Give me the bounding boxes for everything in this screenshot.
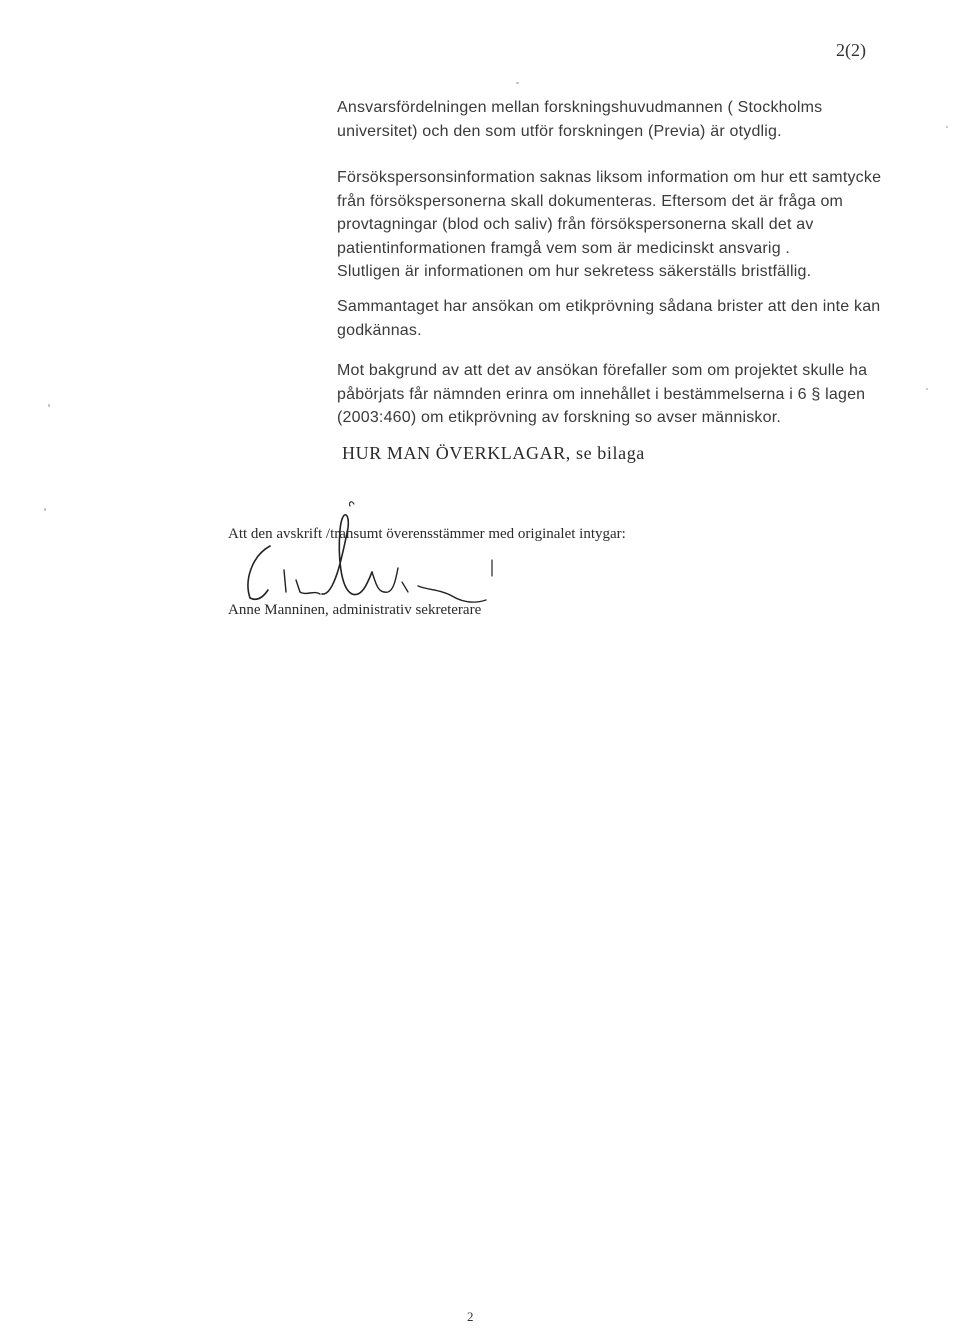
scan-speck	[946, 126, 948, 128]
scan-speck	[926, 388, 928, 390]
scan-speck	[48, 404, 50, 407]
signature-stroke	[418, 586, 486, 602]
signature-stroke	[349, 502, 354, 506]
signer-name: Anne Manninen, administrativ sekreterare	[228, 602, 482, 618]
paragraph-summary: Sammantaget har ansökan om etikprövning sådana brister att den inte kan godkännas.	[337, 298, 881, 339]
paragraph-law-reminder: Mot bakgrund av att det av ansökan förefaller som om projektet skulle ha påbörjats får nämnden erinra om innehållet i bestämmelserna i 6 § lagen (2003:460) om etikprövning av forskning so avser människor.	[337, 362, 868, 426]
signature-stroke	[248, 546, 270, 599]
signature-stroke	[402, 582, 408, 592]
signature-stroke	[284, 570, 286, 592]
handwritten-signature	[230, 498, 530, 608]
page-number: 2	[467, 1309, 474, 1324]
paragraph-participant-information: Försökspersonsinformation saknas liksom information om hur ett samtycke från försökspersonerna skall dokumenteras. Eftersom det är fråga om provtagningar (blod och saliv) från försökspersonerna skall det av patientinformationen framgå vem som är medicinskt ansvarig . Slutligen är informationen om hur sekretess säkerställs bristfällig.	[337, 169, 882, 280]
signature-stroke	[372, 568, 398, 592]
scan-speck	[516, 82, 519, 84]
signature-stroke	[322, 515, 372, 595]
signature-stroke	[296, 580, 320, 594]
certification-line: Att den avskrift /transumt överensstämmer med originalet intygar:	[228, 526, 626, 542]
paragraph-responsibility: Ansvarsfördelningen mellan forskningshuvudmannen ( Stockholms universitet) och den som utför forskningen (Previa) är otydlig.	[337, 99, 823, 140]
scan-speck	[44, 508, 46, 511]
appeal-heading: HUR MAN ÖVERKLAGAR, se bilaga	[342, 443, 645, 463]
page-reference: 2(2)	[836, 40, 866, 60]
